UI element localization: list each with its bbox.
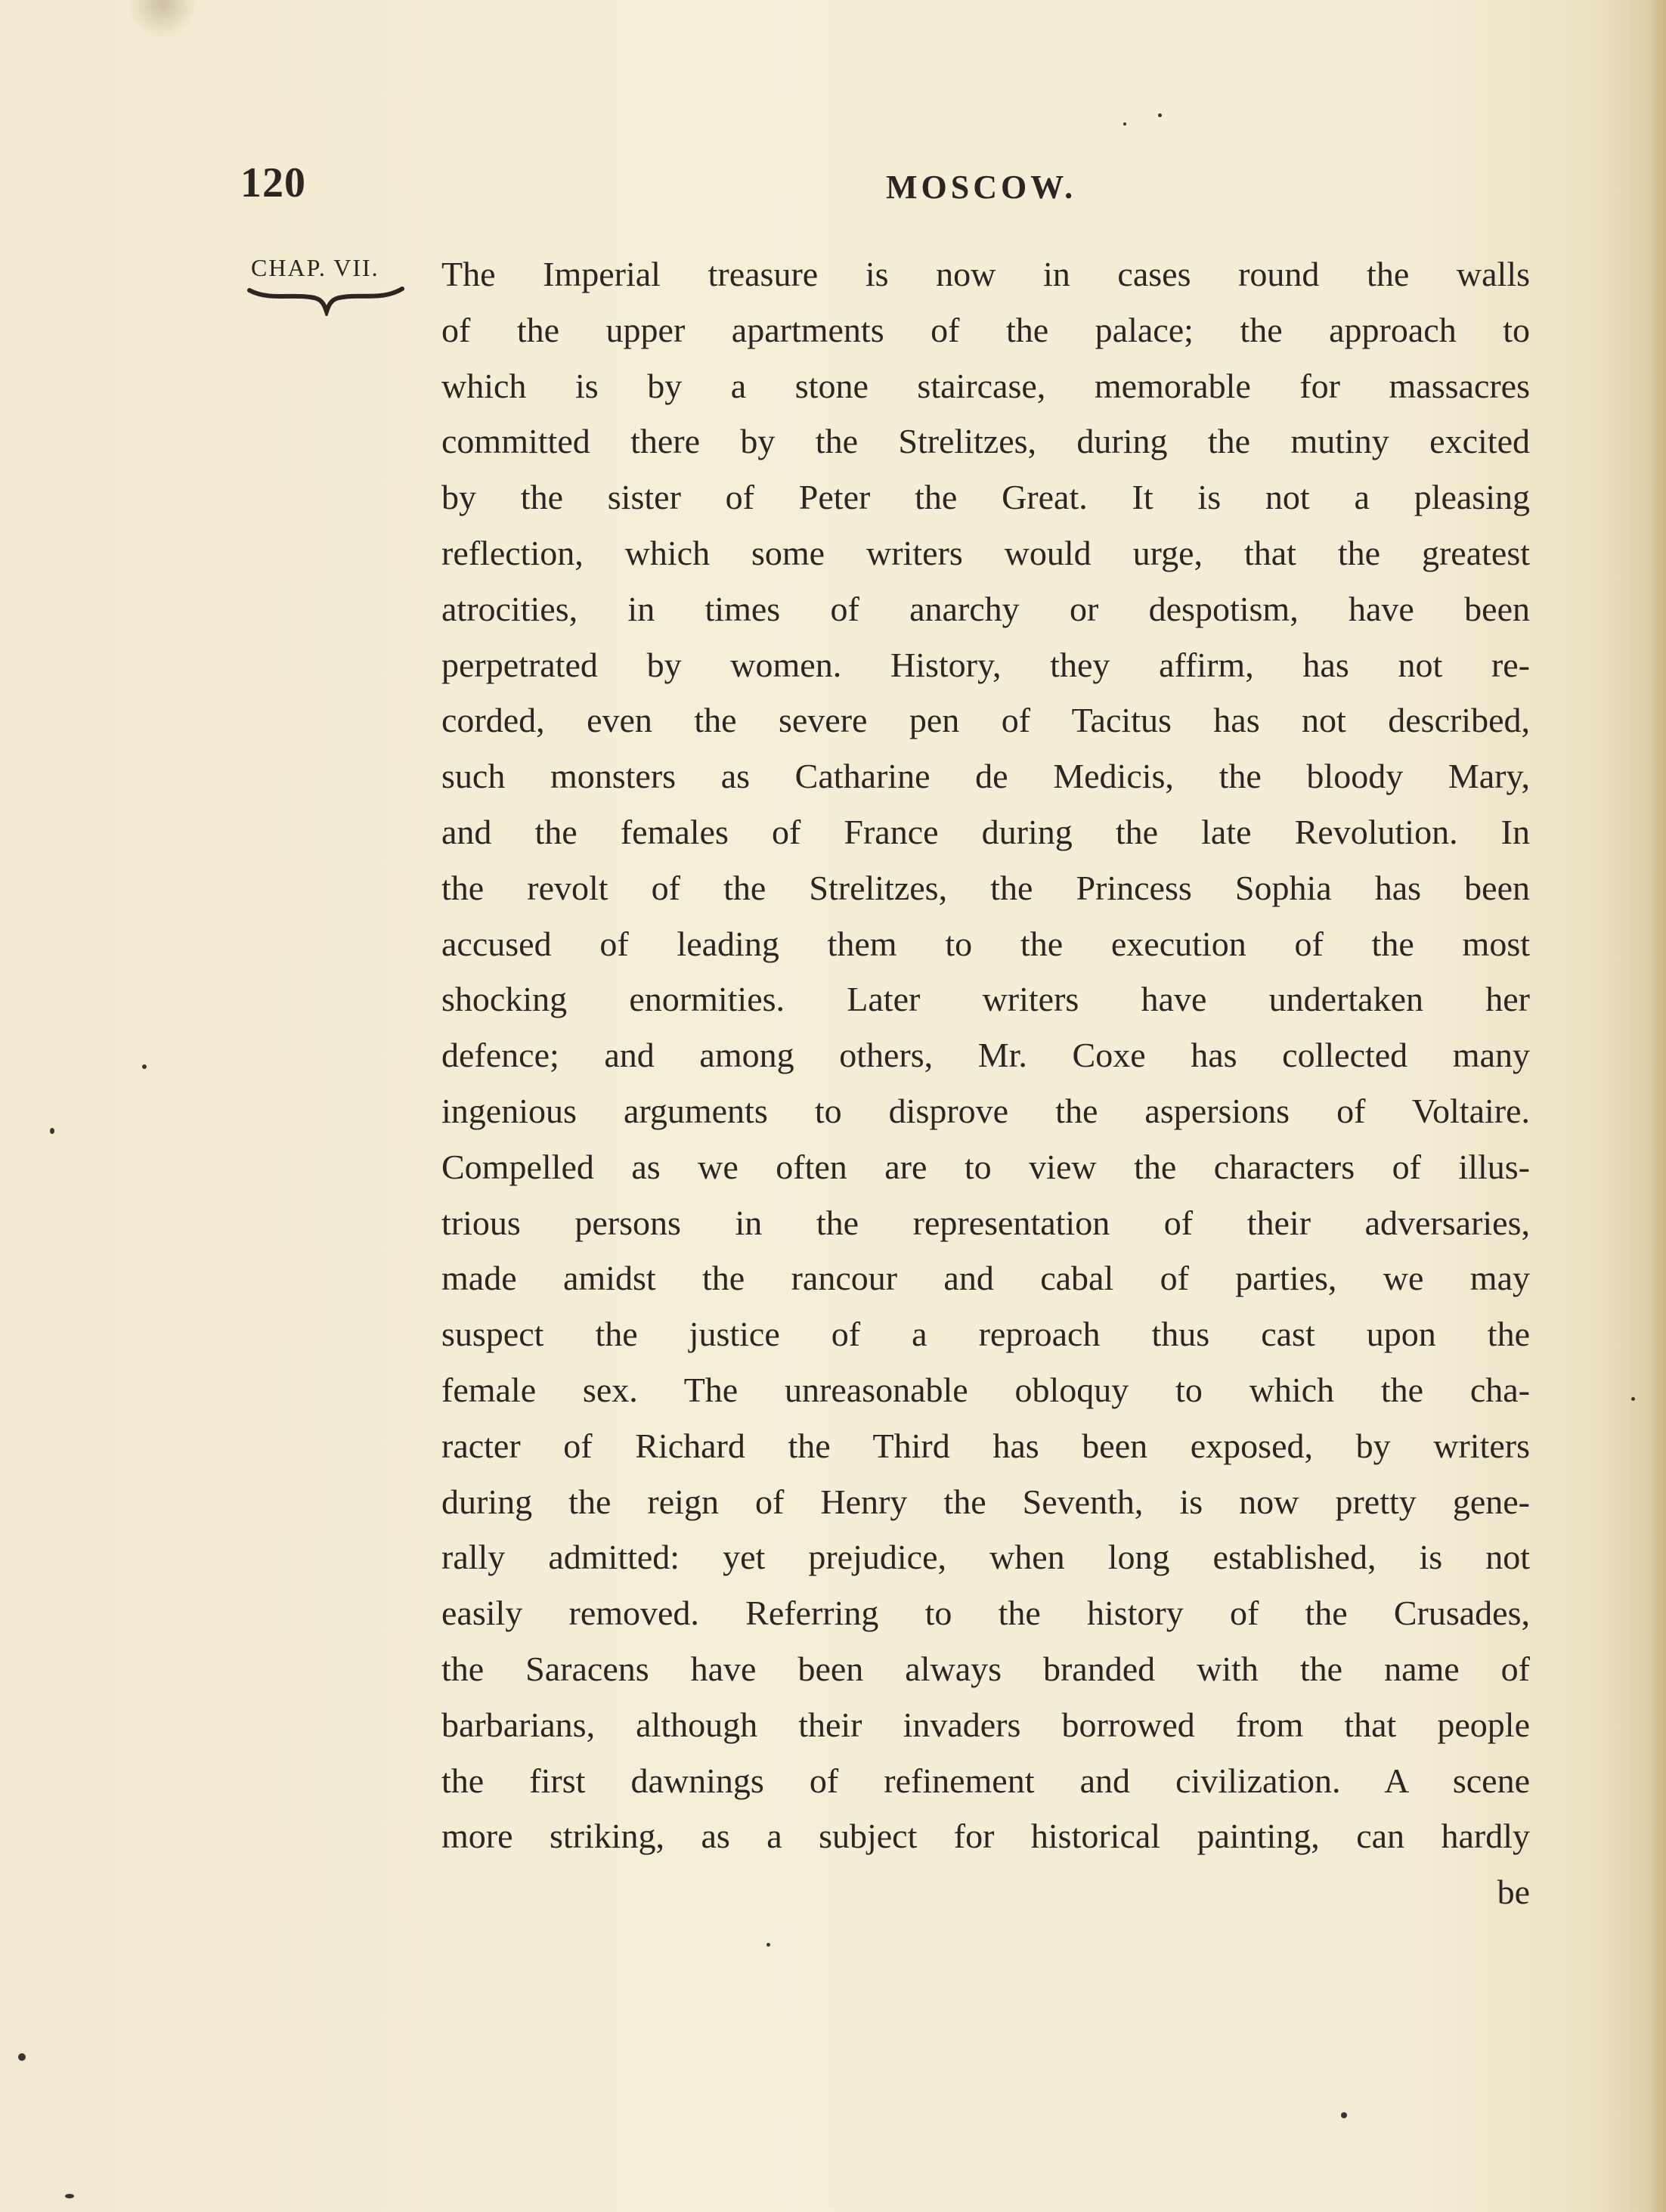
text-line: of the upper apartments of the palace; the approach to <box>441 310 1530 349</box>
catchword: be <box>1497 1873 1530 1912</box>
body-text <box>441 246 1530 1920</box>
ink-speck <box>18 2053 26 2061</box>
text-line: easily removed. Referring to the history of the Crusades, <box>441 1594 1530 1633</box>
text-line: and the females of France during the late Revolution. In <box>441 812 1530 851</box>
page-stain <box>129 0 197 38</box>
page-edge-shadow <box>1646 0 1666 2212</box>
text-line: barbarians, although their invaders borrowed from that people <box>441 1705 1530 1744</box>
ink-speck <box>766 1943 770 1947</box>
ink-speck <box>65 2194 74 2198</box>
text-line: perpetrated by women. History, they affirm, has not re- <box>441 645 1530 684</box>
ink-speck <box>1631 1397 1635 1401</box>
chapter-brace-ornament <box>246 286 405 316</box>
text-line: the first dawnings of refinement and civilization. A scene <box>441 1761 1530 1800</box>
text-line: such monsters as Catharine de Medicis, the bloody Mary, <box>441 757 1530 796</box>
text-line: corded, even the severe pen of Tacitus has not described, <box>441 701 1530 740</box>
ink-speck <box>142 1064 147 1069</box>
ink-speck <box>1158 113 1162 117</box>
text-line: rally admitted: yet prejudice, when long established, is not <box>441 1538 1530 1577</box>
text-line: more striking, as a subject for historical painting, can hardly <box>441 1817 1530 1856</box>
text-line: reflection, which some writers would urge, that the greatest <box>441 533 1530 572</box>
ink-speck <box>1123 122 1126 125</box>
text-line: committed there by the Strelitzes, during the mutiny excited <box>441 422 1530 461</box>
text-line: atrocities, in times of anarchy or despotism, have been <box>441 589 1530 628</box>
text-line: suspect the justice of a reproach thus cast upon the <box>441 1315 1530 1354</box>
text-line: Compelled as we often are to view the characters of illus- <box>441 1147 1530 1186</box>
text-line: The Imperial treasure is now in cases round the walls <box>441 255 1530 293</box>
text-line: racter of Richard the Third has been exposed, by writers <box>441 1426 1530 1465</box>
text-line: by the sister of Peter the Great. It is not a pleasing <box>441 478 1530 517</box>
ink-speck <box>1341 2112 1347 2118</box>
text-line: the Saracens have been always branded with the name of <box>441 1649 1530 1688</box>
text-line: trious persons in the representation of their adversaries, <box>441 1203 1530 1242</box>
text-line: which is by a stone staircase, memorable for massacres <box>441 366 1530 405</box>
text-line: the revolt of the Strelitzes, the Princess Sophia has been <box>441 868 1530 907</box>
ink-speck <box>50 1128 54 1134</box>
chapter-label: CHAP. VII. <box>251 254 379 281</box>
text-line: made amidst the rancour and cabal of parties, we may <box>441 1259 1530 1298</box>
text-line: defence; and among others, Mr. Coxe has collected many <box>441 1036 1530 1075</box>
text-line: accused of leading them to the execution of the most <box>441 924 1530 963</box>
text-line: ingenious arguments to disprove the aspersions of Voltaire. <box>441 1091 1530 1130</box>
text-line: female sex. The unreasonable obloquy to which the cha- <box>441 1370 1530 1409</box>
text-line: during the reign of Henry the Seventh, is now pretty gene- <box>441 1482 1530 1521</box>
running-title: MOSCOW. <box>886 169 1077 206</box>
page-number: 120 <box>240 160 306 206</box>
text-line: shocking enormities. Later writers have undertaken her <box>441 980 1530 1019</box>
